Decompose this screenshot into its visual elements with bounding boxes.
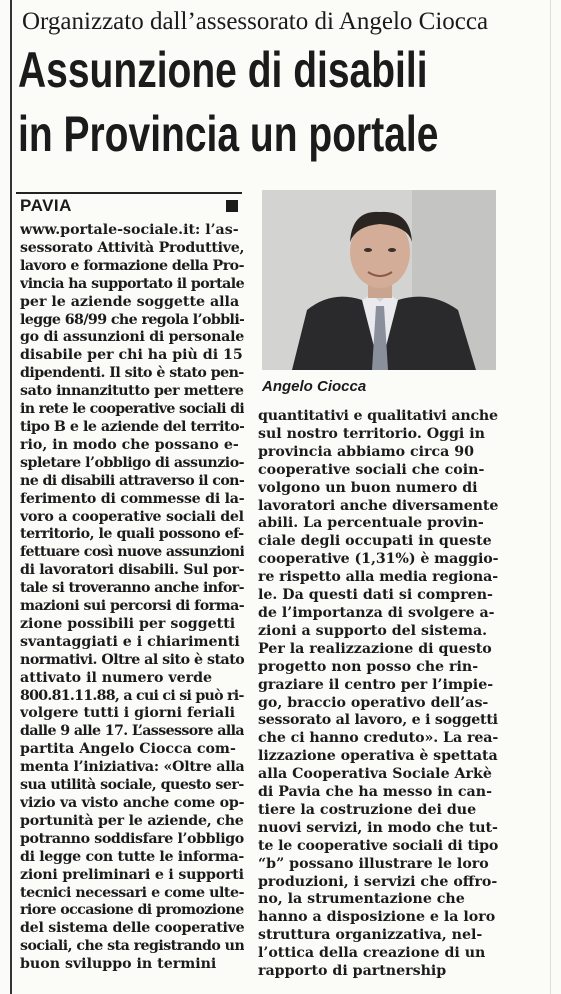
- text-line: tipo B e le aziende del territo-: [20, 418, 244, 435]
- text-line: hanno a disposizione e la loro: [258, 909, 496, 926]
- text-line: riore occasione di promozione: [20, 902, 244, 919]
- text-line: voro a cooperative sociali del: [20, 508, 244, 525]
- text-line: no, la strumentazione che: [258, 891, 465, 908]
- headline-line-2: in Provincia un portale: [18, 106, 439, 162]
- text-line: svantaggiati e i chiarimenti: [20, 633, 240, 650]
- text-line: in rete le cooperative sociali di: [20, 401, 244, 418]
- text-line: sessorato Attività Produttive,: [20, 239, 244, 256]
- section-label: PAVIA: [20, 196, 72, 215]
- text-line: di Pavia che ha messo in can-: [258, 784, 492, 801]
- text-line: attivato il numero verde: [20, 669, 213, 686]
- text-line: sato innanzitutto per mettere: [20, 383, 244, 400]
- text-line: sessorato al lavoro, e i soggetti: [258, 712, 498, 729]
- text-line: volgere tutti i giorni feriali: [20, 705, 235, 722]
- right-column: [258, 408, 498, 994]
- text-line: abili. La percentuale provin-: [258, 515, 484, 532]
- text-line: vizio va visto anche come op-: [20, 795, 244, 811]
- text-line: Per la realizzazione di questo: [258, 640, 492, 657]
- text-line: zioni preliminari e i supporti: [20, 866, 244, 883]
- text-line: portunità per le aziende, che: [20, 812, 244, 829]
- text-line: rio, in modo che possano e-: [20, 436, 239, 453]
- text-line: di lavoratori disabili. Sul por-: [20, 562, 244, 579]
- section-header: [16, 192, 242, 216]
- text-line: partita Angelo Ciocca com-: [20, 741, 236, 758]
- text-line: ne di disabili attraverso il con-: [20, 472, 244, 489]
- text-line: del sistema delle cooperative: [20, 920, 244, 937]
- text-line: nuovi servizi, in modo che tut-: [258, 819, 498, 836]
- text-line: che ci hanno creduto». La rea-: [258, 730, 498, 747]
- text-line: quantitativi e qualitativi anche: [258, 408, 498, 424]
- portrait-photo: [262, 190, 496, 370]
- text-line: lavoratori anche diversamente: [258, 497, 498, 514]
- text-line: www.portale-sociale.it: l’as-: [20, 222, 239, 238]
- text-line: struttura organizzativa, nel-: [258, 927, 483, 944]
- portrait-illustration: [262, 190, 496, 370]
- text-line: lizzazione operativa è spettata: [258, 748, 498, 765]
- text-line: mazioni sui percorsi di forma-: [20, 598, 244, 615]
- text-line: progetto non posso che rin-: [258, 658, 479, 675]
- text-line: dalle 9 alle 17. L’assessore alla: [20, 723, 244, 740]
- text-line: tecnici necessari e come ulte-: [20, 884, 244, 901]
- text-line: 800.81.11.88, a cui ci si può ri-: [20, 687, 244, 704]
- text-line: zione possibili per soggetti: [20, 615, 236, 632]
- text-line: rapporto di partnership: [258, 963, 447, 980]
- left-column: [20, 222, 244, 994]
- text-line: produzioni, i servizi che offro-: [258, 873, 498, 890]
- text-line: te le cooperative sociali di tipo: [258, 837, 498, 854]
- text-line: ciale degli occupati in queste: [258, 533, 492, 550]
- text-line: cooperative sociali che coin-: [258, 461, 485, 478]
- text-line: menta l’iniziativa: «Oltre alla: [20, 759, 244, 776]
- left-margin-rule: [10, 0, 12, 994]
- text-line: graziare il centro per l’impie-: [258, 676, 494, 693]
- text-line: de l’importanza di svolgere a-: [258, 604, 495, 621]
- text-line: per le aziende soggette alla: [20, 293, 240, 310]
- text-line: go di assunzioni di personale: [20, 329, 244, 346]
- text-line: sua utilità sociale, questo ser-: [20, 777, 244, 794]
- text-line: fettuare così nuove assunzioni: [20, 544, 244, 561]
- text-line: tale si troveranno anche infor-: [20, 580, 244, 597]
- text-line: tiere la costruzione dei due: [258, 801, 477, 818]
- text-line: “b” possano illustrare le loro: [258, 855, 489, 872]
- text-line: vincia ha supportato il portale: [20, 275, 244, 292]
- text-line: normativi. Oltre al sito è stato: [20, 651, 244, 668]
- right-margin-rule: [550, 0, 551, 994]
- text-line: buon sviluppo in termini: [20, 956, 217, 973]
- text-line: dipendenti. Il sito è stato pen-: [20, 365, 244, 382]
- text-line: spletare l’obbligo di assunzio-: [20, 454, 244, 471]
- headline-line-1: Assunzione di disabili: [18, 42, 428, 98]
- text-line: di legge con tutte le informa-: [20, 848, 244, 865]
- text-line: sociali, che sta registrando un: [20, 938, 244, 955]
- text-line: ferimento di commesse di la-: [20, 490, 244, 507]
- photo-caption: Angelo Ciocca: [262, 378, 367, 395]
- text-line: lavoro e formazione della Pro-: [20, 257, 244, 274]
- kicker: Organizzato dall’assessorato di Angelo Ciocca: [22, 8, 489, 35]
- text-line: provincia abbiamo circa 90: [258, 443, 475, 460]
- text-line: go, braccio operativo dell’as-: [258, 694, 489, 711]
- text-line: sul nostro territorio. Oggi in: [258, 425, 485, 442]
- text-line: alla Cooperativa Sociale Arkè: [258, 766, 492, 783]
- text-line: territorio, le quali possono ef-: [20, 526, 244, 543]
- text-line: le. Da questi dati si compren-: [258, 587, 493, 604]
- text-line: volgono un buon numero di: [258, 479, 478, 496]
- text-line: cooperative (1,31%) è maggio-: [258, 551, 498, 568]
- text-line: disabile per chi ha più di 15: [20, 347, 243, 364]
- text-line: zioni a supporto del sistema.: [258, 622, 488, 639]
- text-line: re rispetto alla media regiona-: [258, 569, 498, 586]
- section-square-icon: [226, 200, 238, 212]
- text-line: l’ottica della creazione di un: [258, 945, 486, 962]
- text-line: legge 68/99 che regola l’obbli-: [20, 311, 244, 328]
- text-line: potranno soddisfare l’obbligo: [20, 830, 244, 847]
